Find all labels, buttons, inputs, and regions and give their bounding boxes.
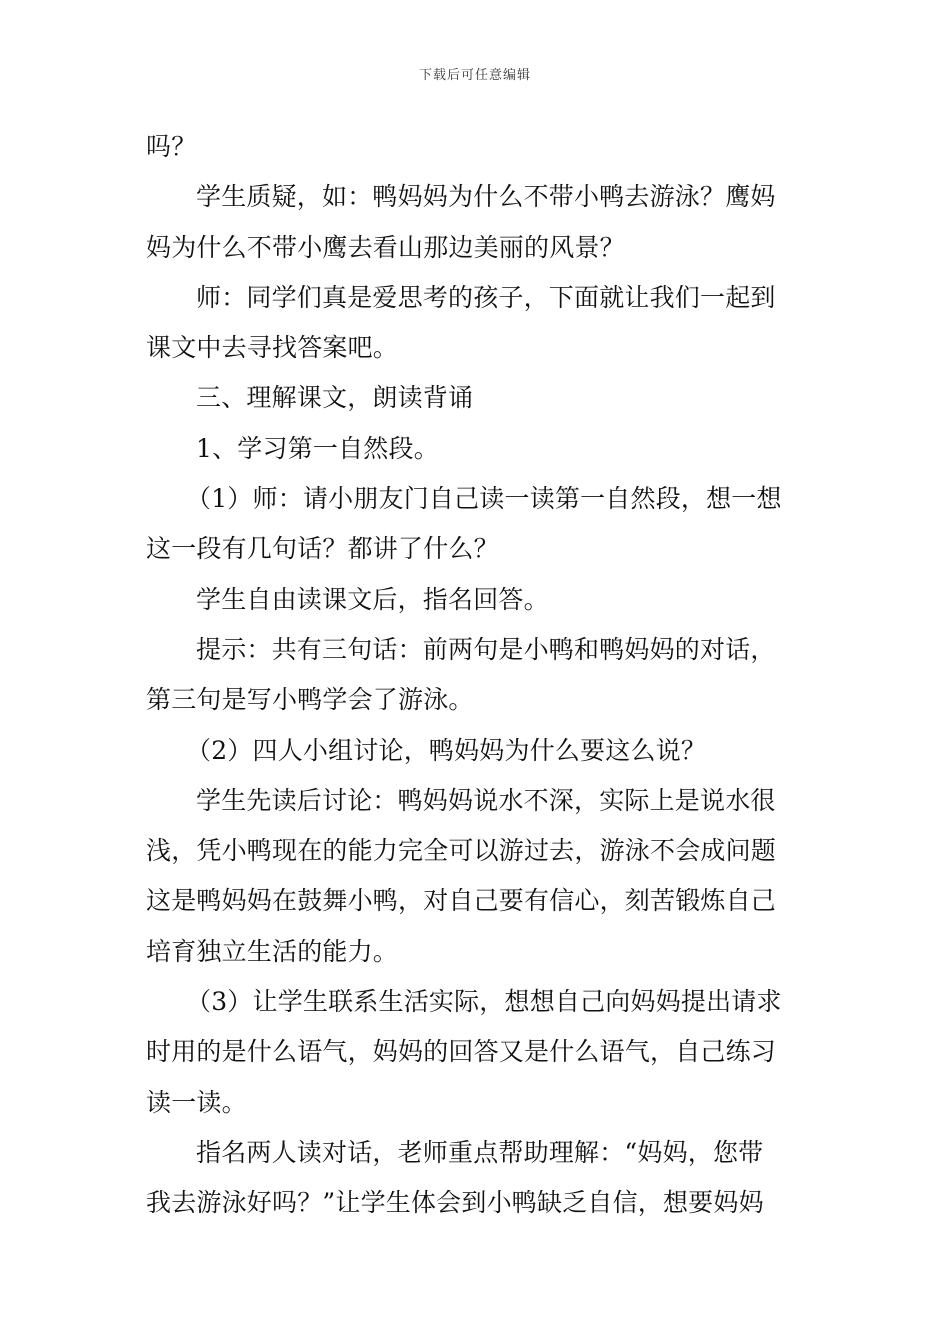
text-line: （2）四人小组讨论，鸭妈妈为什么要这么说？ xyxy=(186,735,707,765)
text-line: 时用的是什么语气，妈妈的回答又是什么语气，自己练习 xyxy=(146,1037,777,1067)
text-line: （3）让学生联系生活实际，想想自己向妈妈提出请求 xyxy=(186,987,782,1017)
text-line: 学生自由读课文后，指名回答。 xyxy=(196,584,549,614)
text-line: （1）师：请小朋友门自己读一读第一自然段，想一想 xyxy=(186,484,782,514)
page-header: 下载后可任意编辑 xyxy=(418,68,531,83)
text-line: 指名两人读对话，老师重点帮助理解：“妈妈，您带 xyxy=(196,1137,764,1167)
text-line: 学生先读后讨论：鸭妈妈说水不深，实际上是说水很 xyxy=(196,785,776,815)
section-heading: 三、理解课文，朗读背诵 xyxy=(196,383,474,413)
text-line: 师：同学们真是爱思考的孩子，下面就让我们一起到 xyxy=(196,282,776,312)
text-line: 这是鸭妈妈在鼓舞小鸭，对自己要有信心，刻苦锻炼自己 xyxy=(146,886,777,916)
document-body xyxy=(146,122,812,1229)
text-line: 培育独立生活的能力。 xyxy=(146,936,399,966)
subsection-heading: 1、学习第一自然段。 xyxy=(196,433,439,463)
text-line: 第三句是写小鸭学会了游泳。 xyxy=(146,685,474,715)
text-line: 课文中去寻找答案吧。 xyxy=(146,333,399,363)
text-line: 浅，凭小鸭现在的能力完全可以游过去，游泳不会成问题 xyxy=(146,836,777,866)
text-line: 提示：共有三句话：前两句是小鸭和鸭妈妈的对话， xyxy=(196,634,776,664)
text-line: 这一段有几句话？都讲了什么？ xyxy=(146,534,499,564)
text-line: 我去游泳好吗？”让学生体会到小鸭缺乏自信，想要妈妈 xyxy=(146,1188,764,1218)
text-line: 妈为什么不带小鹰去看山那边美丽的风景？ xyxy=(146,232,625,262)
text-line: 读一读。 xyxy=(146,1087,247,1117)
text-line: 学生质疑，如：鸭妈妈为什么不带小鸭去游泳？鹰妈 xyxy=(196,182,776,212)
text-line: 吗？ xyxy=(146,132,197,161)
